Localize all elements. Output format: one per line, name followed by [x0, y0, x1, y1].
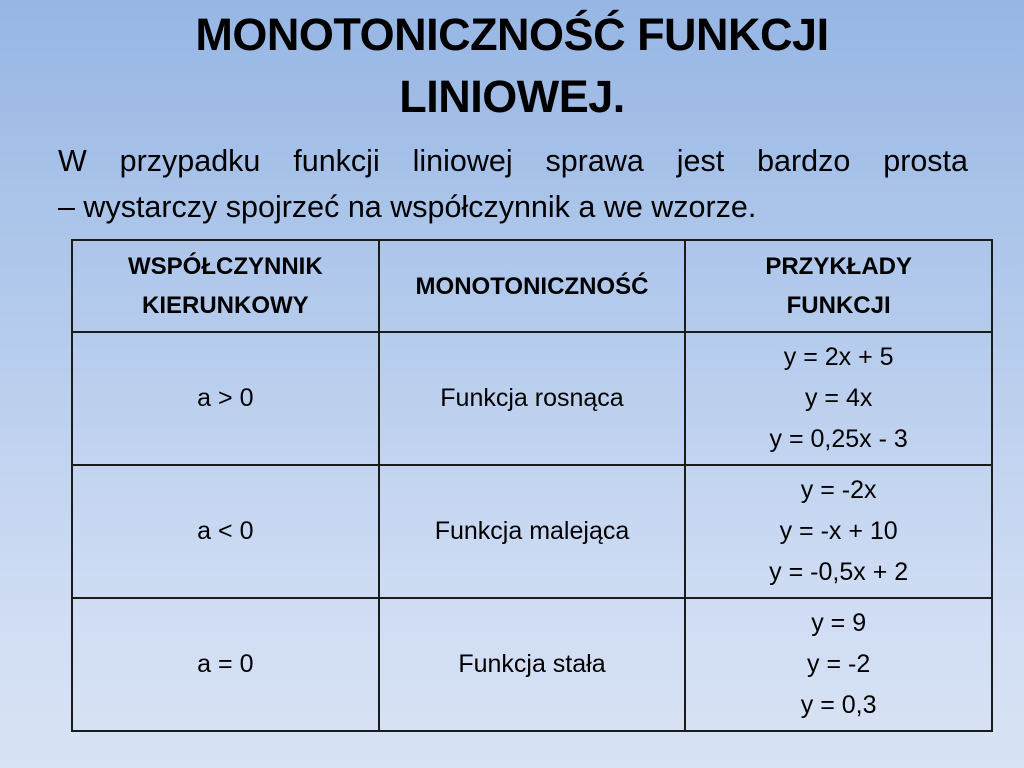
- table-row: [72, 598, 992, 731]
- header-text: KIERUNKOWY: [141, 292, 309, 319]
- cell-examples: [685, 598, 992, 731]
- monotonicity-table: [71, 239, 993, 732]
- table-row: [72, 465, 992, 598]
- cell-monotonicity: Funkcja rosnąca: [379, 332, 686, 465]
- cell-coefficient: a > 0: [72, 332, 379, 465]
- cell-coefficient: a = 0: [72, 598, 379, 731]
- example-formula: y = -0,5x + 2: [769, 558, 909, 586]
- header-text: PRZYKŁADY: [765, 253, 912, 280]
- header-examples: [685, 240, 992, 332]
- lead-line: – wystarczy spojrzeć na współczynnik a we wzorze.: [58, 190, 757, 224]
- example-formula: y = 2x + 5: [783, 343, 894, 371]
- example-formula: y = 9: [811, 609, 867, 637]
- cell-coefficient: a < 0: [72, 465, 379, 598]
- example-formula: y = -2: [807, 650, 871, 678]
- cell-examples: [685, 332, 992, 465]
- header-text: FUNKCJI: [786, 292, 891, 319]
- header-monotonicity: [379, 240, 686, 332]
- lead-line: W przypadku funkcji liniowej sprawa jest bardzo prosta: [58, 144, 968, 178]
- example-formula: y = -x + 10: [779, 517, 898, 545]
- cell-examples: [685, 465, 992, 598]
- table-header-row: [72, 240, 992, 332]
- header-text: WSPÓŁCZYNNIK: [127, 253, 323, 280]
- lead-paragraph: [58, 138, 968, 230]
- table-row: [72, 332, 992, 465]
- slide-title: [40, 4, 984, 128]
- cell-monotonicity: Funkcja stała: [379, 598, 686, 731]
- example-formula: y = 0,3: [800, 691, 877, 719]
- example-formula: y = 0,25x - 3: [769, 425, 908, 453]
- header-coefficient: [72, 240, 379, 332]
- slide-title-line: LINIOWEJ.: [399, 71, 625, 122]
- example-formula: y = -2x: [800, 476, 877, 504]
- cell-monotonicity: Funkcja malejąca: [379, 465, 686, 598]
- header-text: MONOTONICZNOŚĆ: [415, 272, 649, 300]
- example-formula: y = 4x: [804, 384, 873, 412]
- slide-title-line: MONOTONICZNOŚĆ FUNKCJI: [195, 9, 829, 60]
